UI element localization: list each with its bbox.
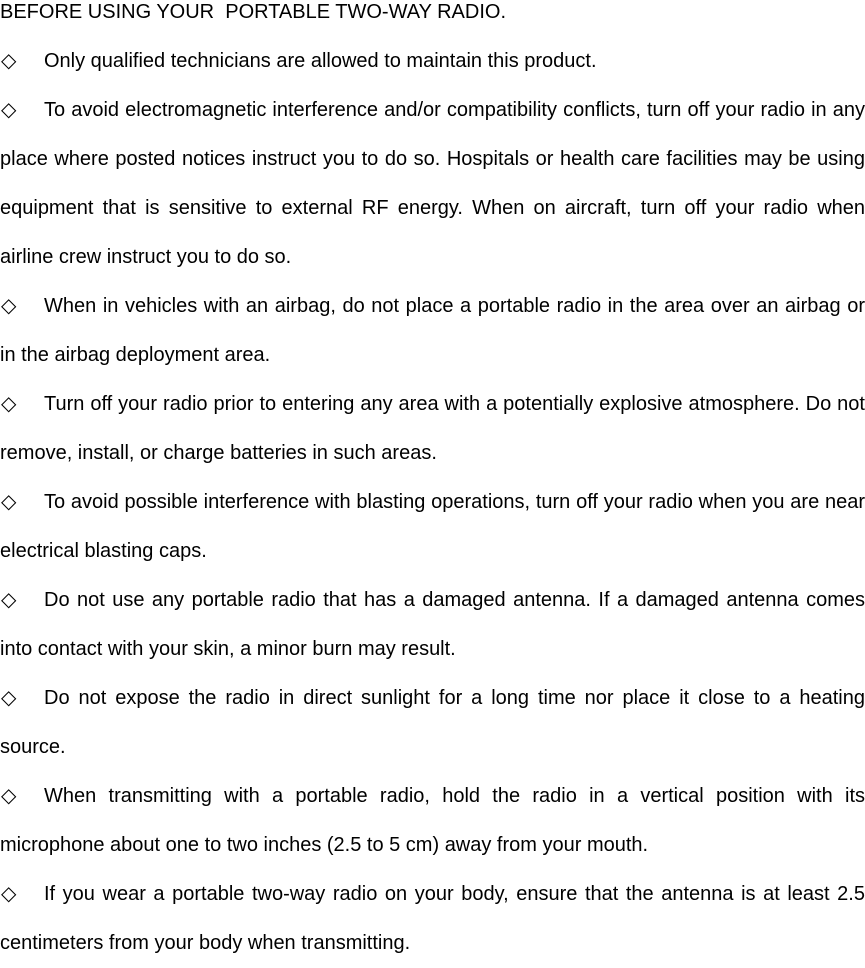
diamond-bullet-icon: ◇ xyxy=(1,50,17,72)
safety-item-text: Do not expose the radio in direct sunlight for a long time nor place it close to a heating source. xyxy=(0,687,865,758)
diamond-bullet-icon: ◇ xyxy=(1,491,17,513)
safety-item xyxy=(0,870,865,968)
safety-item-text: To avoid electromagnetic interference and/or compatibility conflicts, turn off your radio in any place where posted notices instruct you to do so. Hospitals or health care facilities may be using equipment that is sensitive to external RF energy. When on aircraft, turn off your radio when airline crew instruct you to do so. xyxy=(0,99,865,268)
safety-item-text: Turn off your radio prior to entering any area with a potentially explosive atmosphere. Do not remove, install, or charge batteries in such areas. xyxy=(0,393,865,464)
safety-item xyxy=(0,380,865,478)
safety-item xyxy=(0,674,865,772)
diamond-bullet-icon: ◇ xyxy=(1,295,17,317)
diamond-bullet-icon: ◇ xyxy=(1,687,17,709)
safety-item xyxy=(0,772,865,870)
safety-item-text: If you wear a portable two-way radio on your body, ensure that the antenna is at least 2.5 centimeters from your body when transmitting. xyxy=(0,883,865,954)
safety-item xyxy=(0,478,865,576)
safety-item xyxy=(0,86,865,282)
safety-item-text: Only qualified technicians are allowed to maintain this product. xyxy=(44,50,597,72)
diamond-bullet-icon: ◇ xyxy=(1,99,17,121)
safety-item xyxy=(0,576,865,674)
diamond-bullet-icon: ◇ xyxy=(1,589,17,611)
diamond-bullet-icon: ◇ xyxy=(1,785,17,807)
safety-item xyxy=(0,37,865,86)
safety-item-text: To avoid possible interference with blasting operations, turn off your radio when you are near electrical blasting caps. xyxy=(0,491,865,562)
section-heading: BEFORE USING YOUR PORTABLE TWO-WAY RADIO. xyxy=(0,1,507,23)
safety-item-text: Do not use any portable radio that has a damaged antenna. If a damaged antenna comes into contact with your skin, a minor burn may result. xyxy=(0,589,865,660)
diamond-bullet-icon: ◇ xyxy=(1,393,17,415)
safety-item-text: When transmitting with a portable radio, hold the radio in a vertical position with its microphone about one to two inches (2.5 to 5 cm) away from your mouth. xyxy=(0,785,865,856)
diamond-bullet-icon: ◇ xyxy=(1,883,17,905)
safety-item xyxy=(0,282,865,380)
safety-item-text: When in vehicles with an airbag, do not place a portable radio in the area over an airbag or in the airbag deployment area. xyxy=(0,295,865,366)
